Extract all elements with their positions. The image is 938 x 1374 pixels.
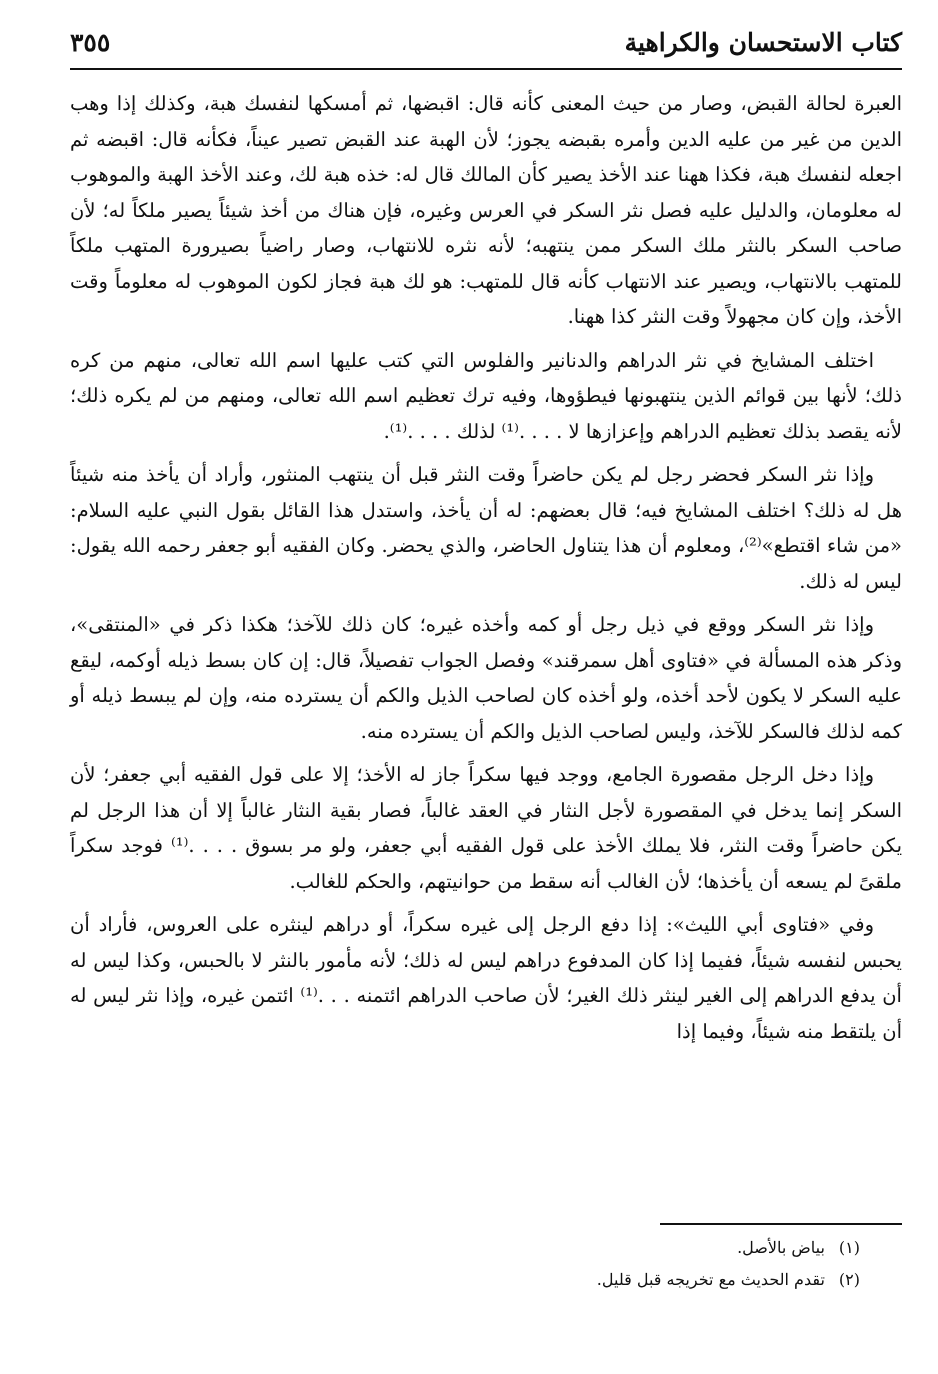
paragraph: العبرة لحالة القبض، وصار من حيث المعنى كأنه قال: اقبضها، ثم أمسكها لنفسك هبة، وكذلك إذا وهب الدين من غير من عليه الدين وأمره بقبضه يجوز؛ لأن الهبة عند القبض تصير عيناً، فكأنه قال: اقبضه ثم اجعله لنفسك هبة، فكذا ههنا عند الأخذ يصير كأن المالك قال له: خذه هبة لك، وعند الأخذ الهبة والموهوب له معلومان، والدليل عليه فصل نثر السكر في العرس وغيره، فإن هناك من أخذ شيئاً يصير ملكاً له؛ لأن صاحب السكر بالنثر ملك السكر ممن ينتهبه؛ لأنه نثره للانتهاب، وصار راضياً بصيرورة المتهب ملكاً للمتهب بالانتهاب، ويصير عند الانتهاب كأنه قال للمتهب: هو لك هبة فجاز لكون الموهوب له معلوماً وقت الأخذ، وإن كان مجهولاً وقت النثر كذا ههنا. — [70, 92, 902, 328]
footnote-number: (٢) — [838, 1270, 860, 1289]
header-rule — [70, 68, 902, 70]
footnote-number: (١) — [838, 1238, 860, 1257]
footnote-text: بياض بالأصل. — [737, 1238, 825, 1257]
paragraph: وإذا نثر السكر فحضر رجل لم يكن حاضراً وقت النثر قبل أن ينتهب المنثور، وأراد أن يأخذ منه شيئاً هل له ذلك؟ اختلف المشايخ فيه؛ قال بعضهم: له أن يأخذ، واستدل هذا القائل بقول النبي عليه السلام: «من شاء اقتطع»⁽²⁾، ومعلوم أن هذا يتناول الحاضر، والذي يحضر. وكان الفقيه أبو جعفر رحمه الله يقول: ليس له ذلك. — [70, 463, 902, 593]
page-header — [70, 22, 902, 70]
footnote-text: تقدم الحديث مع تخريجه قبل قليل. — [596, 1270, 825, 1289]
paragraph: وإذا نثر السكر ووقع في ذيل رجل أو كمه وأخذه غيره؛ كان ذلك للآخذ؛ هكذا ذكر في «المنتقى»، وذكر هذه المسألة في «فتاوى أهل سمرقند» وفصل الجواب تفصيلاً، قال: إن كان بسط ذيله أوكمه، ليقع عليه السكر لا يكون لأحد أخذه، ولو أخذه كان لصاحب الذيل والكم أن يسترده منه، وإن لم يبسط ذيله أو كمه لذلك فالسكر للآخذ، وليس لصاحب الذيل والكم أن يسترده منه. — [70, 613, 902, 743]
chapter-title: كتاب الاستحسان والكراهية — [624, 28, 902, 57]
footnotes — [70, 1232, 860, 1296]
paragraph: وفي «فتاوى أبي الليث»: إذا دفع الرجل إلى غيره سكراً، أو دراهم لينثره على العروس، فأراد أن يحبس لنفسه شيئاً، ففيما إذا كان المدفوع دراهم ليس له ذلك؛ لأنه مأمور بالنثر لا بالحبس، وكذا ليس له أن يدفع الدراهم إلى الغير لينثر ذلك الغير؛ لأن صاحب الدراهم ائتمنه . . .⁽¹⁾ ائتمن غيره، وإذا نثر ليس له أن يلتقط منه شيئاً، وفيما إذا — [70, 913, 902, 1043]
footnote — [70, 1264, 860, 1296]
paragraph: اختلف المشايخ في نثر الدراهم والدنانير والفلوس التي كتب عليها اسم الله تعالى، منهم من كره ذلك؛ لأنها بين قوائم الذين ينتهبونها فيطؤوها، وفيه ترك تعظيم اسم الله تعالى، ومنهم من لم يكره ذلك؛ لأنه يقصد بذلك تعظيم الدراهم وإعزازها لا . . . .⁽¹⁾ لذلك . . . .⁽¹⁾. — [70, 348, 902, 443]
footnote — [70, 1232, 860, 1264]
paragraph: وإذا دخل الرجل مقصورة الجامع، ووجد فيها سكراً جاز له الأخذ؛ إلا على قول الفقيه أبي جعفر؛ لأن السكر إنما يدخل في المقصورة لأجل النثار في العقد غالباً، فصار بقية النثار غالباً إلا أن هذا الرجل لم يكن حاضراً وقت النثر، فلا يملك الأخذ على قول الفقيه أبي جعفر، ولو مر بسوق . . . .⁽¹⁾ فوجد سكراً ملقىً لم يسعه أن يأخذها؛ لأن الغالب أنه سقط من حوانيتهم، والحكم للغالب. — [70, 763, 903, 893]
page-number: ٣٥٥ — [70, 28, 111, 57]
footnote-rule — [660, 1223, 902, 1225]
main-text — [70, 86, 902, 1057]
